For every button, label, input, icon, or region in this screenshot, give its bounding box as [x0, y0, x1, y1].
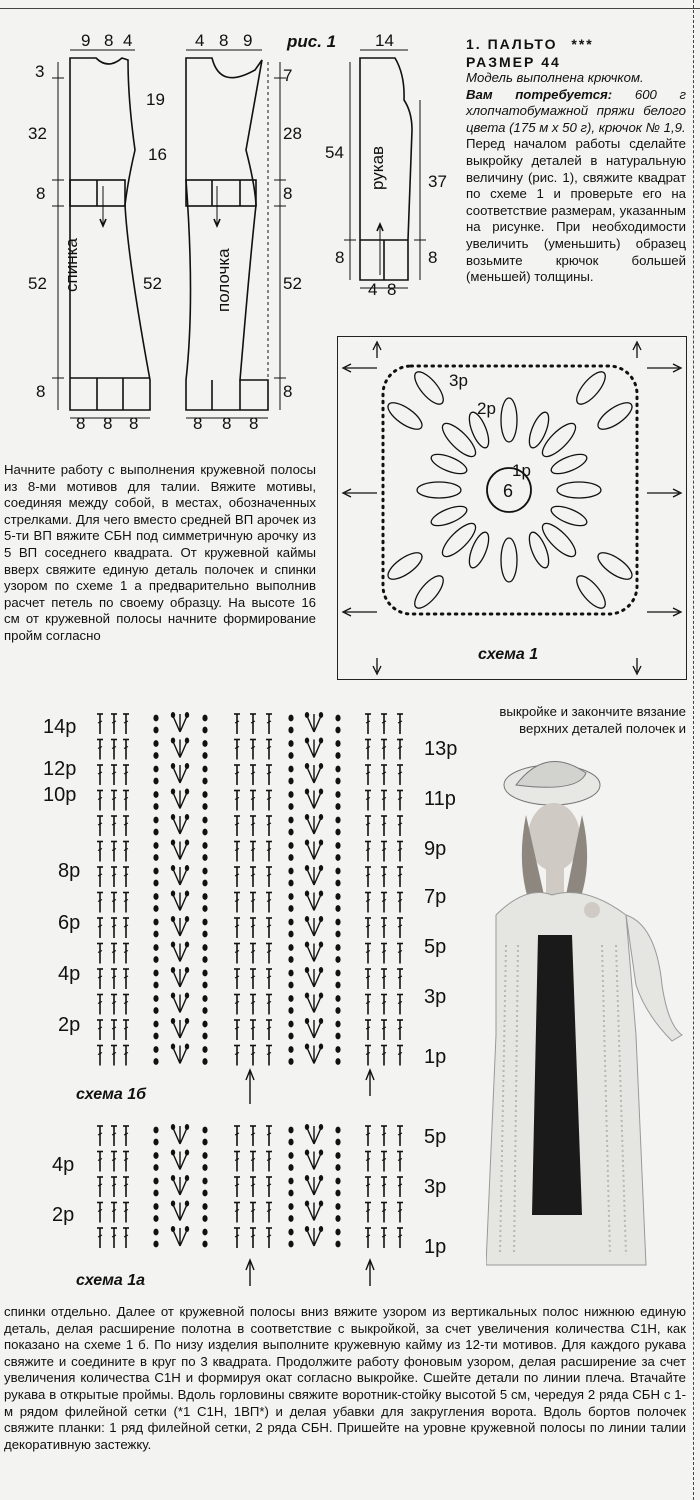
stitch-shell [173, 1203, 187, 1221]
stitch-chain [335, 1021, 340, 1028]
stitch-chain [202, 982, 207, 989]
difficulty-stars: *** [571, 36, 594, 52]
stitch-chain [153, 829, 158, 836]
stitch-chain [202, 829, 207, 836]
stitch-chain [202, 1229, 207, 1236]
stitch-chain [202, 842, 207, 849]
back-bottom-dim-1: 8 [76, 414, 86, 433]
s1a-right-row-3: 3р [424, 1176, 447, 1198]
stitch-chain [153, 1152, 158, 1159]
stitch-chain [202, 803, 207, 810]
stitch-chain [202, 791, 207, 798]
stitch-chain [153, 880, 158, 887]
back-left-dim-4: 52 [28, 274, 47, 293]
stitch-chain [153, 1215, 158, 1222]
stitch-chain [153, 727, 158, 734]
stitch-chain [153, 803, 158, 810]
stitch-chain [202, 1139, 207, 1146]
stitch-shell [173, 714, 187, 732]
stitch-shell [173, 1228, 187, 1246]
stitch-chain [153, 905, 158, 912]
stitch-chain [335, 740, 340, 747]
instructions-paragraph-1: Начните работу с выполнения кружевной полосы из 8-ми мотивов для талии. Вяжите мотивы, соединяя между собой, в местах, обозначенных стрелками. Для чего вместо средней ВП арочек из 5-ти ВП вяжите СБН под симметричную арочку из 5 ВП соседнего квадрата. От кружевной каймы вверх свяжите единую деталь полочек и спинки узором по схеме 1 а предварительно выполнив расчет петель по своему образцу. На высоте 16 см от кружевной полосы начните формирование пройм согласно [4, 462, 316, 643]
stitch-chain [153, 893, 158, 900]
right-rule [693, 0, 694, 1500]
stitch-chain [202, 868, 207, 875]
model-photo [486, 745, 686, 1285]
stitch-shell [173, 995, 187, 1013]
stitch-chain [335, 727, 340, 734]
stitch-chain [335, 905, 340, 912]
scheme1-motif [337, 336, 687, 680]
stitch-chain [288, 1229, 293, 1236]
stitch-shell [307, 1046, 321, 1064]
stitch-chain [202, 778, 207, 785]
back-left-dim-1: 3 [35, 62, 45, 81]
stitch-chain [335, 982, 340, 989]
stitch-shell [173, 893, 187, 911]
stitch-chain [288, 995, 293, 1002]
stitch-shell [307, 944, 321, 962]
stitch-chain [288, 1058, 293, 1065]
front-top-dim-1: 4 [195, 31, 205, 50]
stitch-chain [202, 740, 207, 747]
stitch-chain [288, 1033, 293, 1040]
stitch-chain [288, 1215, 293, 1222]
s1a-right-row-5: 5р [424, 1126, 447, 1148]
stitch-chain [153, 1007, 158, 1014]
back-inner-dim-2: 16 [148, 145, 167, 164]
stitch-chain [288, 1241, 293, 1248]
stitch-chain [288, 893, 293, 900]
stitch-chain [288, 982, 293, 989]
stitch-chain [335, 956, 340, 963]
sleeve-right-dim-1: 37 [428, 172, 447, 191]
stitch-chain [335, 766, 340, 773]
article-header [466, 36, 686, 286]
s1b-left-row-4: 4р [58, 963, 81, 985]
sleeve-left-dim-1: 54 [325, 143, 344, 162]
front-top-dim-3: 9 [243, 31, 253, 50]
sleeve-bottom-dim-2: 8 [387, 280, 397, 299]
stitch-chain [202, 893, 207, 900]
back-bottom-dim-3: 8 [129, 414, 139, 433]
stitch-chain [335, 970, 340, 977]
stitch-shell [173, 740, 187, 758]
stitch-chain [153, 970, 158, 977]
stitch-chain [288, 944, 293, 951]
scheme1a-label: схема 1а [76, 1272, 146, 1289]
scheme1-label: схема 1 [478, 646, 539, 663]
stitch-chain [288, 1046, 293, 1053]
stitch-chain [153, 956, 158, 963]
s1b-left-row-8: 8р [58, 860, 81, 882]
figure-label: рис. 1 [287, 32, 337, 51]
stitch-chain [153, 715, 158, 722]
stitch-chain [288, 880, 293, 887]
stitch-chain [288, 905, 293, 912]
instructions-paragraph-3: спинки отдельно. Далее от кружевной полосы вниз вяжите узором из вертикальных полос нижнюю единую деталь, делая расширение полотна в соответствие с выкройкой, за счет увеличения количества С1Н, как показано на схеме 1 б. По низу изделия выполните кружевную кайму из 12-ти мотивов. Для каждого рукава свяжите и соедините в круг по 3 квадрата. Продолжите работу фоновым узором, делая расширение за счет увеличения количества С1Н и формируя окат согласно выкройке. Сшейте детали по линии плеча. Втачайте рукава в открытые проймы. Вдоль горловины свяжите воротник-стойку высотой 5 см, чередуя 2 ряда СБН с 1-м рядом филейной сетки (*1 С1Н, 1ВП*) и делая убавки для закругления ворота. Вдоль бортов полочек свяжите планки: 1 ряд филейной сетки, 2 ряда СБН. Пришейте на уровне кружевной полосы по линии талии декоративную застежку. [4, 1304, 686, 1452]
stitch-chain [202, 1021, 207, 1028]
scheme1b-label: схема 1б [76, 1086, 147, 1103]
stitch-chain [288, 791, 293, 798]
stitch-chain [288, 1139, 293, 1146]
s1a-left-row-4: 4р [52, 1154, 75, 1176]
stitch-chain [153, 752, 158, 759]
stitch-shell [307, 765, 321, 783]
stitch-shell [173, 1152, 187, 1170]
s1b-left-row-12: 12р [43, 758, 77, 780]
front-right-dim-5: 8 [283, 382, 293, 401]
stitch-chain [288, 766, 293, 773]
stitch-chain [288, 817, 293, 824]
stitch-shell [173, 791, 187, 809]
sleeve-piece-label: рукав [368, 145, 387, 190]
stitch-chain [335, 1033, 340, 1040]
stitch-chain [335, 868, 340, 875]
stitch-shell [307, 1228, 321, 1246]
back-bottom-dim-2: 8 [103, 414, 113, 433]
s1b-right-row-7: 7р [424, 886, 447, 908]
stitch-chain [288, 1203, 293, 1210]
stitch-chain [153, 1203, 158, 1210]
stitch-shell [173, 969, 187, 987]
stitch-chain [335, 1241, 340, 1248]
stitch-shell [307, 842, 321, 860]
stitch-chain [202, 854, 207, 861]
front-top-dim-2: 8 [219, 31, 229, 50]
stitch-chain [153, 842, 158, 849]
intro-paragraph: Перед началом работы сделайте выкройку деталей в натуральную величину (рис. 1), свяжите квадрат по схеме 1 и проверьте его на соответствие размерам, указанным на рисунке. При необходимости увеличить (уменьшить) образец возьмите крючок большей (меньшей) толщины. [466, 136, 686, 285]
stitch-chain [335, 803, 340, 810]
front-bottom-dim-1: 8 [193, 414, 203, 433]
model-line: Модель выполнена крючком. [466, 70, 644, 85]
scheme1-row3-label: 3р [449, 371, 468, 390]
instructions-paragraph-2: выкройке и закончите вязание верхних деталей полочек и [499, 704, 686, 736]
stitch-chain [335, 1190, 340, 1197]
sleeve-bottom-dim-1: 4 [368, 280, 378, 299]
s1b-right-row-9: 9р [424, 838, 447, 860]
s1b-left-row-14: 14р [43, 716, 77, 738]
back-top-dim-3: 4 [123, 31, 133, 50]
stitch-chain [202, 727, 207, 734]
article-title: 1. ПАЛЬТО [466, 36, 558, 52]
stitch-chain [153, 1178, 158, 1185]
stitch-chain [288, 854, 293, 861]
scheme1-row2-label: 2р [477, 399, 496, 418]
stitch-chain [202, 1164, 207, 1171]
stitch-shell [307, 1126, 321, 1144]
stitch-chain [288, 868, 293, 875]
sleeve-right-dim-2: 8 [428, 248, 438, 267]
stitch-chain [153, 778, 158, 785]
stitch-shell [307, 995, 321, 1013]
stitch-chain [202, 1152, 207, 1159]
stitch-chain [335, 1215, 340, 1222]
stitch-chain [202, 766, 207, 773]
back-left-dim-2: 32 [28, 124, 47, 143]
stitch-shell [307, 969, 321, 987]
stitch-chain [202, 931, 207, 938]
back-piece-label: спинка [62, 238, 81, 292]
stitch-chain [288, 727, 293, 734]
front-right-dim-2: 28 [283, 124, 302, 143]
s1a-right-row-1: 1р [424, 1236, 447, 1258]
stitch-chain [153, 1127, 158, 1134]
stitch-chain [202, 1178, 207, 1185]
article-title-row [466, 36, 686, 52]
stitch-chain [335, 880, 340, 887]
stitch-chain [288, 1152, 293, 1159]
stitch-chain [202, 919, 207, 926]
stitch-chain [335, 1164, 340, 1171]
stitch-shell [307, 1020, 321, 1038]
materials-text: 600 г хлопчатобумажной пряжи белого цвета (175 м х 50 г), крючок № 1,9. [466, 86, 687, 135]
stitch-shell [173, 1126, 187, 1144]
stitch-chain [335, 944, 340, 951]
stitch-chain [153, 995, 158, 1002]
s1a-left-row-2: 2р [52, 1204, 75, 1226]
s1b-left-row-6: 6р [58, 912, 81, 934]
stitch-chain [288, 1007, 293, 1014]
top-rule [0, 8, 700, 9]
stitch-shell [173, 1177, 187, 1195]
stitch-chain [153, 1164, 158, 1171]
stitch-shell [307, 918, 321, 936]
s1b-left-row-2: 2р [58, 1014, 81, 1036]
stitch-chain [202, 995, 207, 1002]
sleeve-top-dim: 14 [375, 31, 394, 50]
materials [466, 87, 686, 137]
stitch-chain [153, 868, 158, 875]
stitch-chain [202, 1127, 207, 1134]
stitch-chain [153, 1139, 158, 1146]
stitch-chain [153, 854, 158, 861]
stitch-chain [335, 829, 340, 836]
stitch-chain [153, 1229, 158, 1236]
s1b-left-row-10: 10р [43, 784, 77, 806]
stitch-chain [202, 715, 207, 722]
materials-label: Вам потребуется: [466, 86, 613, 102]
stitch-shell [307, 714, 321, 732]
stitch-chain [288, 1190, 293, 1197]
s1b-right-row-1: 1р [424, 1046, 447, 1068]
stitch-chain [335, 1127, 340, 1134]
stitch-chain [335, 791, 340, 798]
stitch-chain [288, 778, 293, 785]
stitch-chain [335, 854, 340, 861]
stitch-chain [153, 919, 158, 926]
stitch-chain [153, 1058, 158, 1065]
front-bottom-dim-3: 8 [249, 414, 259, 433]
back-right-dim: 52 [143, 274, 162, 293]
stitch-chain [335, 842, 340, 849]
scheme1-row1-label: 1р [512, 461, 531, 480]
stitch-chain [153, 766, 158, 773]
back-left-dim-3: 8 [36, 184, 46, 203]
stitch-chain [335, 1007, 340, 1014]
stitch-chain [288, 1164, 293, 1171]
stitch-chain [288, 1127, 293, 1134]
stitch-chain [288, 1178, 293, 1185]
stitch-chain [202, 1058, 207, 1065]
stitch-chain [153, 791, 158, 798]
stitch-chain [153, 1033, 158, 1040]
stitch-chain [335, 1178, 340, 1185]
stitch-chain [202, 1190, 207, 1197]
stitch-chain [335, 1203, 340, 1210]
stitch-chain [202, 752, 207, 759]
stitch-shell [307, 791, 321, 809]
stitch-chain [335, 893, 340, 900]
stitch-shell [173, 1020, 187, 1038]
s1b-right-row-13: 13р [424, 738, 458, 760]
front-piece-label: полочка [214, 248, 233, 312]
front-bottom-dim-2: 8 [222, 414, 232, 433]
stitch-chain [202, 1215, 207, 1222]
stitch-shell [307, 867, 321, 885]
sleeve-left-dim-2: 8 [335, 248, 345, 267]
stitch-chain [335, 715, 340, 722]
stitch-chain [202, 970, 207, 977]
stitch-chain [335, 778, 340, 785]
back-top-dim-1: 9 [81, 31, 91, 50]
stitch-chain [335, 752, 340, 759]
stitch-chain [153, 1021, 158, 1028]
stitch-shell [307, 1203, 321, 1221]
stitch-chain [153, 1190, 158, 1197]
s1b-right-row-3: 3р [424, 986, 447, 1008]
stitch-chain [335, 1058, 340, 1065]
stitch-shell [173, 842, 187, 860]
stitch-chain [202, 956, 207, 963]
stitch-chain [335, 817, 340, 824]
stitch-chain [335, 1229, 340, 1236]
stitch-chain [288, 931, 293, 938]
stitch-chain [202, 944, 207, 951]
s1b-right-row-11: 11р [424, 788, 456, 810]
stitch-chain [288, 842, 293, 849]
size-line: РАЗМЕР 44 [466, 54, 561, 70]
stitch-shell [173, 918, 187, 936]
stitch-chain [288, 919, 293, 926]
stitch-shell [307, 1177, 321, 1195]
stitch-chain [288, 829, 293, 836]
front-right-dim-3: 8 [283, 184, 293, 203]
stitch-chain [153, 1241, 158, 1248]
stitch-chain [335, 995, 340, 1002]
stitch-shell [307, 1152, 321, 1170]
front-right-dim-4: 52 [283, 274, 302, 293]
stitch-chain [288, 740, 293, 747]
stitch-chain [153, 944, 158, 951]
scheme1-center-label: 6 [503, 481, 514, 501]
stitch-chain [202, 1033, 207, 1040]
stitch-chain [153, 931, 158, 938]
stitch-shell [173, 765, 187, 783]
stitch-chain [335, 919, 340, 926]
back-left-dim-5: 8 [36, 382, 46, 401]
stitch-chain [335, 1046, 340, 1053]
stitch-chain [288, 970, 293, 977]
stitch-chain [335, 931, 340, 938]
stitch-chain [202, 1046, 207, 1053]
stitch-chain [202, 880, 207, 887]
stitch-chain [153, 982, 158, 989]
stitch-chain [202, 905, 207, 912]
back-top-dim-2: 8 [104, 31, 114, 50]
stitch-chain [288, 803, 293, 810]
stitch-shell [307, 740, 321, 758]
stitch-chain [288, 1021, 293, 1028]
stitch-chain [153, 1046, 158, 1053]
stitch-shell [307, 893, 321, 911]
stitch-chain [202, 1007, 207, 1014]
stitch-chain [288, 752, 293, 759]
stitch-chain [202, 1203, 207, 1210]
stitch-chain [153, 740, 158, 747]
stitch-chain [335, 1139, 340, 1146]
stitch-chain [153, 817, 158, 824]
stitch-shell [173, 1046, 187, 1064]
stitch-shell [173, 816, 187, 834]
stitch-shell [173, 944, 187, 962]
back-inner-dim-1: 19 [146, 90, 165, 109]
stitch-shell [173, 867, 187, 885]
stitch-chain [288, 715, 293, 722]
stitch-chain [288, 956, 293, 963]
stitch-chain [202, 817, 207, 824]
stitch-shell [307, 816, 321, 834]
stitch-chain [335, 1152, 340, 1159]
s1b-right-row-5: 5р [424, 936, 447, 958]
front-right-dim-1: 7 [283, 66, 293, 85]
stitch-chain [202, 1241, 207, 1248]
